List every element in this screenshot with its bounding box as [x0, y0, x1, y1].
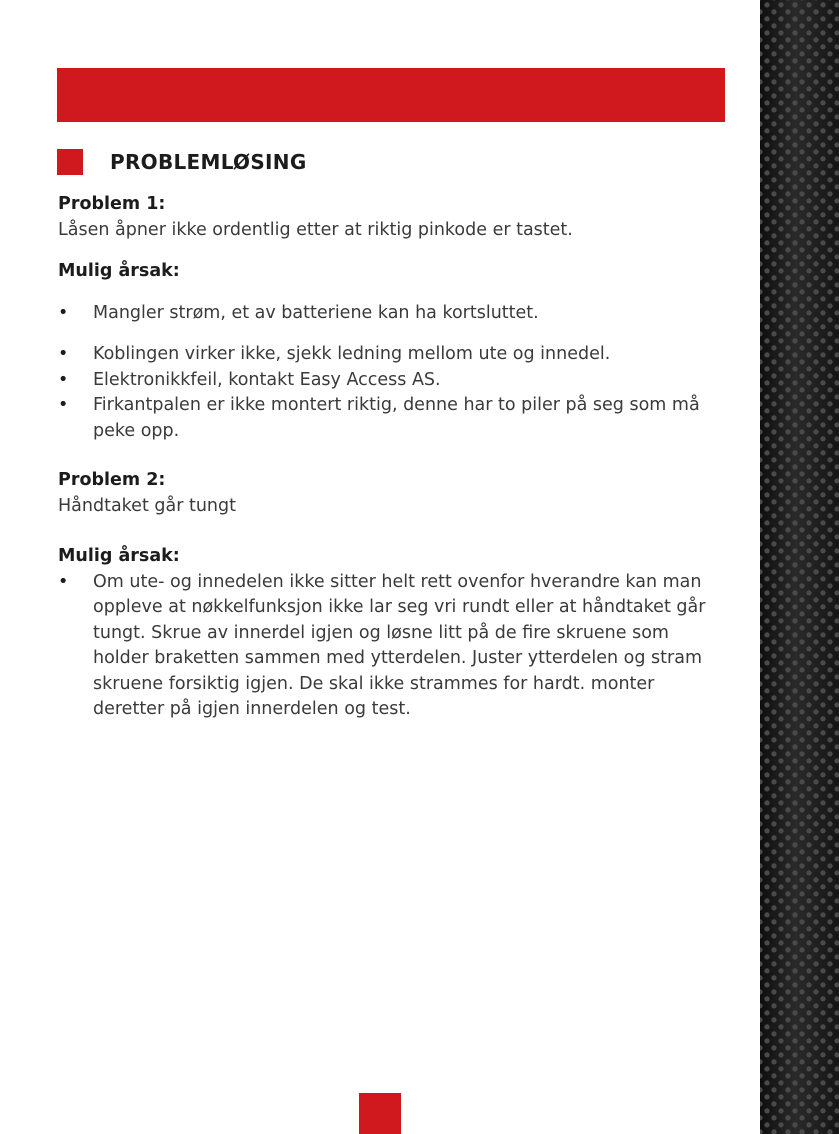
list-item: • Elektronikkfeil, kontakt Easy Access AS. [58, 368, 722, 394]
document-body [58, 192, 722, 723]
section-title: PROBLEMLØSING [110, 150, 307, 174]
problem-1-cause-label: Mulig årsak: [58, 261, 180, 281]
section-header [57, 148, 307, 176]
problem-1-description: Låsen åpner ikke ordentlig etter at riktig pinkode er tastet. [58, 219, 573, 240]
page-number-tab [359, 1093, 401, 1134]
problem-2-description: Håndtaket går tungt [58, 495, 236, 516]
side-texture-panel [760, 0, 839, 1134]
problem-2-cause-list [58, 570, 722, 723]
list-item: • Firkantpalen er ikke montert riktig, denne har to piler på seg som må peke opp. [58, 393, 722, 444]
problem-2-label: Problem 2: [58, 470, 166, 490]
problem-1-label: Problem 1: [58, 194, 166, 214]
section-marker-square [57, 149, 83, 175]
list-item: • Om ute- og innedelen ikke sitter helt rett ovenfor hverandre kan man oppleve at nøkkelfunksjon ikke lar seg vri rundt eller at håndtaket går tungt. Skrue av innerdel igjen og løsne litt på de fire skruene som holder braketten sammen med ytterdelen. Juster ytterdelen og stram skruene forsiktig igjen. De skal ikke strammes for hardt. monter deretter på igjen innerdelen og test. [58, 570, 722, 723]
problem-2-cause-label: Mulig årsak: [58, 546, 180, 566]
header-red-bar [57, 68, 725, 122]
list-item: • Mangler strøm, et av batteriene kan ha kortsluttet. [58, 301, 722, 327]
list-item: • Koblingen virker ikke, sjekk ledning mellom ute og innedel. [58, 342, 722, 368]
problem-1-cause-list [58, 301, 722, 445]
